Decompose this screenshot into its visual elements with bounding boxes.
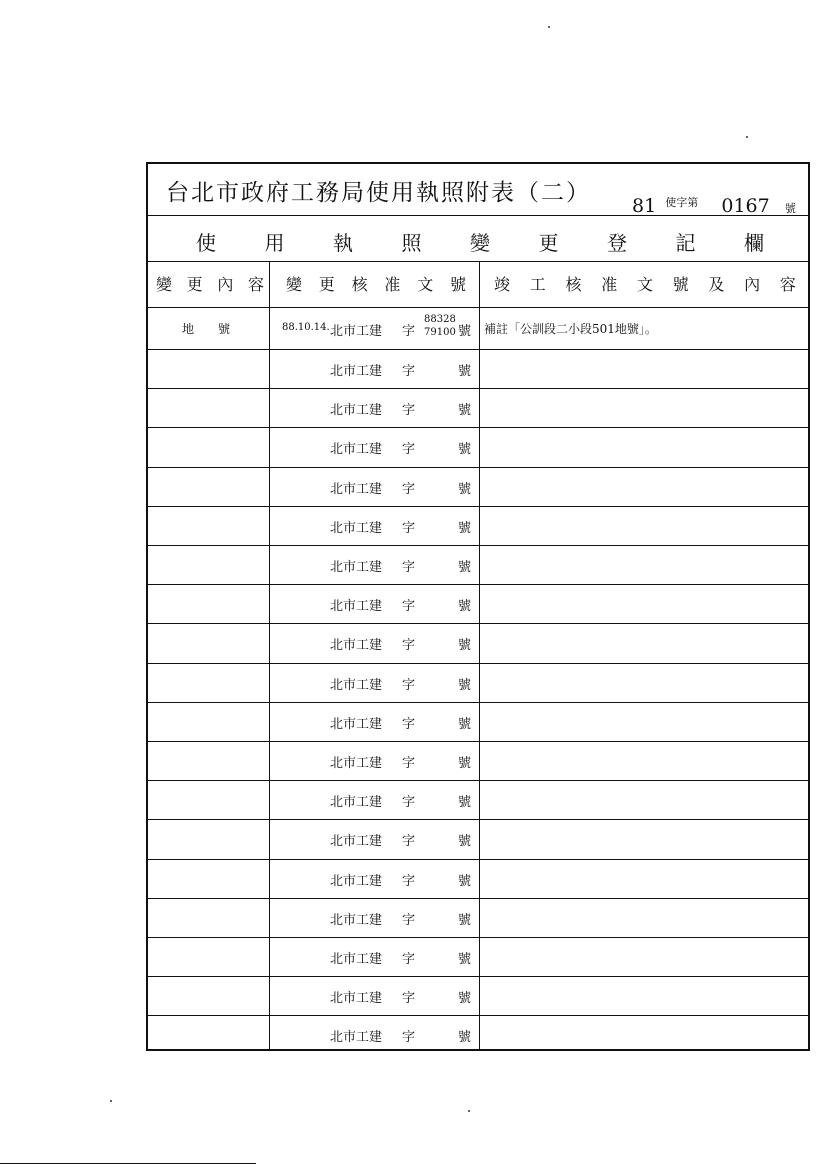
table-row	[148, 506, 808, 545]
permit-no: 0167	[721, 195, 770, 217]
approval-number-top: 88328	[424, 314, 456, 325]
approval-zi: 字	[402, 716, 416, 732]
table-row	[148, 388, 808, 427]
approval-office: 北市工建	[330, 716, 383, 732]
completion-char: 工	[529, 274, 546, 294]
change_content-char: 更	[186, 274, 203, 294]
completion-char: 文	[636, 274, 653, 294]
approval-date: 88.10.14.	[282, 322, 330, 333]
approval-office: 北市工建	[330, 599, 383, 615]
approval-hao: 號	[458, 912, 472, 928]
approval-office: 北市工建	[330, 442, 383, 458]
permit-year: 81	[632, 195, 657, 217]
column-header-completion	[494, 264, 796, 302]
completion-detail: 補註「公訓段二小段501地號」。	[484, 322, 657, 336]
completion-char: 准	[601, 274, 618, 294]
form-title: 台北市政府工務局使用執照附表（二）	[166, 180, 591, 206]
approval-zi: 字	[402, 795, 416, 811]
approval_no-char: 准	[384, 274, 401, 294]
approval-zi: 字	[402, 520, 416, 536]
approval-office: 北市工建	[330, 520, 383, 536]
approval_no-char: 變	[286, 274, 303, 294]
approval-office: 北市工建	[330, 403, 383, 419]
approval-hao: 號	[458, 952, 472, 967]
approval-zi: 字	[402, 364, 416, 379]
table-row	[148, 898, 808, 937]
table-row	[148, 467, 808, 506]
completion-char: 核	[565, 274, 582, 294]
approval_no-char: 號	[449, 274, 466, 294]
section-heading-char: 變	[470, 230, 490, 255]
approval-zi: 字	[402, 481, 416, 497]
approval-zi: 字	[402, 834, 416, 850]
section-heading-char: 執	[333, 230, 353, 255]
approval-zi: 字	[402, 991, 416, 1007]
table-row	[148, 937, 808, 976]
approval-office: 北市工建	[330, 481, 383, 497]
section-heading-char: 用	[264, 230, 285, 255]
approval-hao: 號	[458, 716, 472, 732]
table-row	[148, 819, 808, 858]
approval-office: 北市工建	[330, 677, 383, 693]
approval-zi: 字	[402, 324, 416, 339]
completion-char: 及	[708, 274, 725, 294]
approval-hao: 號	[458, 442, 472, 458]
permit-number	[632, 194, 796, 217]
approval-hao: 號	[458, 756, 472, 771]
approval-hao: 號	[458, 873, 472, 889]
table-row	[148, 308, 808, 349]
change-content-cell: 地 號	[182, 322, 231, 336]
approval-hao: 號	[458, 991, 472, 1007]
scan-speck	[468, 1110, 470, 1112]
approval_no-char: 文	[417, 274, 434, 294]
approval-hao: 號	[458, 481, 472, 497]
divider	[148, 215, 808, 216]
footer-rule	[0, 1163, 256, 1164]
section-heading-char: 更	[538, 230, 559, 255]
approval-office: 北市工建	[330, 560, 383, 575]
table-row	[148, 663, 808, 702]
approval-zi: 字	[402, 560, 416, 575]
approval-zi: 字	[402, 952, 416, 967]
approval-zi: 字	[402, 912, 416, 928]
table-row	[148, 545, 808, 584]
permit-suffix: 號	[784, 202, 796, 215]
section-heading-char: 照	[401, 230, 422, 255]
change_content-char: 變	[156, 274, 173, 294]
approval-zi: 字	[402, 677, 416, 693]
permit-appendix-form	[146, 162, 810, 1051]
approval-zi: 字	[402, 873, 416, 889]
table-row	[148, 859, 808, 898]
table-row	[148, 976, 808, 1015]
approval-office: 北市工建	[330, 795, 383, 811]
change_content-char: 容	[247, 274, 264, 294]
approval-hao: 號	[458, 795, 472, 811]
section-heading-char: 記	[675, 230, 696, 255]
column-header-approval	[286, 264, 466, 302]
table-row	[148, 349, 808, 388]
approval-office: 北市工建	[330, 834, 383, 850]
table-row	[148, 780, 808, 819]
approval-office: 北市工建	[330, 991, 383, 1007]
approval-hao: 號	[458, 520, 472, 536]
approval-zi: 字	[402, 403, 416, 419]
approval-office: 北市工建	[330, 756, 383, 771]
table-row	[148, 427, 808, 466]
approval-hao: 號	[458, 1030, 472, 1046]
scan-speck	[110, 1100, 112, 1102]
approval-zi: 字	[402, 756, 416, 771]
approval-number-bottom: 79100	[424, 327, 456, 338]
approval-zi: 字	[402, 1030, 416, 1046]
approval-office: 北市工建	[330, 952, 383, 967]
approval-hao: 號	[458, 560, 472, 575]
approval-office: 北市工建	[330, 873, 383, 889]
approval-office: 北市工建	[330, 1030, 383, 1046]
section-heading-char: 登	[607, 230, 627, 255]
divider	[148, 261, 808, 262]
change_content-char: 內	[217, 274, 234, 294]
approval-hao: 號	[458, 364, 472, 379]
completion-char: 容	[779, 274, 796, 294]
completion-char: 竣	[494, 274, 511, 294]
approval-hao: 號	[458, 834, 472, 850]
completion-char: 內	[744, 274, 761, 294]
section-heading-char: 使	[196, 230, 216, 255]
table-row	[148, 702, 808, 741]
approval-zi: 字	[402, 638, 416, 654]
approval-zi: 字	[402, 442, 416, 458]
approval-hao: 號	[458, 677, 472, 693]
approval-office: 北市工建	[330, 364, 383, 379]
approval-hao: 號	[458, 638, 472, 654]
completion-char: 號	[672, 274, 689, 294]
approval-hao: 號	[458, 403, 472, 419]
section-heading	[196, 222, 764, 260]
approval-zi: 字	[402, 599, 416, 615]
approval-office: 北市工建	[330, 912, 383, 928]
table-row	[148, 584, 808, 623]
table-row	[148, 623, 808, 662]
approval-office: 北市工建	[330, 638, 383, 654]
scan-speck	[548, 26, 550, 28]
table-row	[148, 1015, 808, 1054]
approval_no-char: 核	[351, 274, 368, 294]
approval-hao: 號	[458, 599, 472, 615]
scan-speck	[746, 136, 748, 138]
approval-hao: 號	[458, 324, 472, 339]
approval-office: 北市工建	[330, 324, 383, 339]
approval_no-char: 更	[318, 274, 335, 294]
column-header-change	[156, 264, 264, 302]
table-row	[148, 741, 808, 780]
permit-type: 使字第	[665, 196, 699, 209]
section-heading-char: 欄	[744, 230, 764, 255]
